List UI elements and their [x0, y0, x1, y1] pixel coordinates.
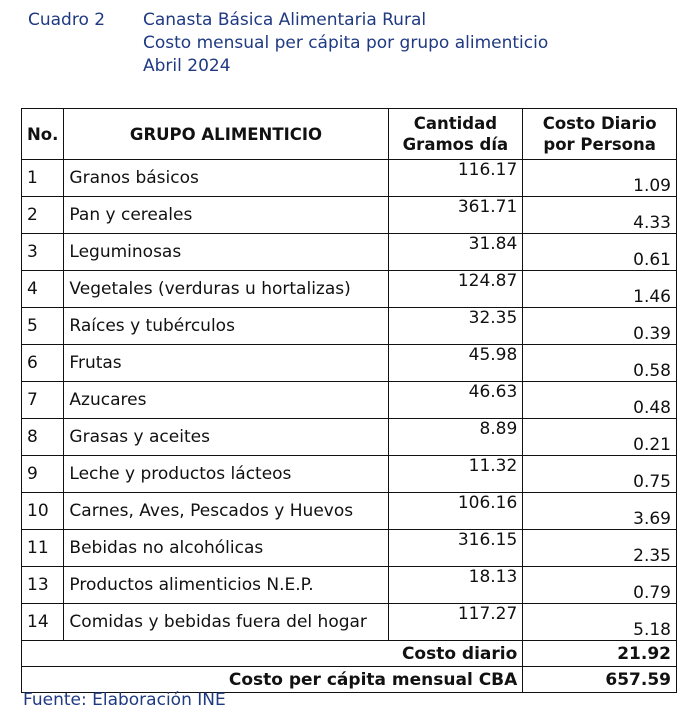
row-quantity: 116.17 — [388, 160, 523, 197]
row-quantity: 45.98 — [388, 345, 523, 382]
row-quantity: 11.32 — [388, 456, 523, 493]
row-group: Carnes, Aves, Pescados y Huevos — [64, 493, 388, 530]
table-row — [22, 419, 677, 456]
report-title: Canasta Básica Alimentaria Rural — [143, 10, 427, 30]
row-quantity: 8.89 — [388, 419, 523, 456]
daily-cost-value: 21.92 — [523, 641, 677, 667]
row-cost: 0.39 — [523, 308, 677, 345]
row-cost: 0.61 — [523, 234, 677, 271]
report-header — [28, 9, 548, 78]
row-cost: 0.58 — [523, 345, 677, 382]
column-header-cost — [523, 109, 677, 160]
row-quantity: 316.15 — [388, 530, 523, 567]
row-quantity: 124.87 — [388, 271, 523, 308]
monthly-cost-row — [22, 667, 677, 693]
row-group: Leguminosas — [64, 234, 388, 271]
row-quantity: 31.84 — [388, 234, 523, 271]
row-cost: 0.79 — [523, 567, 677, 604]
row-quantity: 117.27 — [388, 604, 523, 641]
row-cost: 3.69 — [523, 493, 677, 530]
row-number: 3 — [22, 234, 64, 271]
row-number: 10 — [22, 493, 64, 530]
row-group: Comidas y bebidas fuera del hogar — [64, 604, 388, 641]
column-header-quantity-line1: Cantidad — [413, 114, 498, 133]
table-row — [22, 271, 677, 308]
row-number: 8 — [22, 419, 64, 456]
table-row — [22, 493, 677, 530]
column-header-cost-line1: Costo Diario — [542, 114, 657, 133]
row-group: Vegetales (verduras u hortalizas) — [64, 271, 388, 308]
row-group: Granos básicos — [64, 160, 388, 197]
row-cost: 5.18 — [523, 604, 677, 641]
row-number: 11 — [22, 530, 64, 567]
row-quantity: 46.63 — [388, 382, 523, 419]
row-cost: 1.46 — [523, 271, 677, 308]
table-row — [22, 197, 677, 234]
monthly-cost-label: Costo per cápita mensual CBA — [22, 667, 523, 693]
row-group: Bebidas no alcohólicas — [64, 530, 388, 567]
table-row — [22, 234, 677, 271]
row-number: 4 — [22, 271, 64, 308]
row-group: Grasas y aceites — [64, 419, 388, 456]
report-subtitle: Costo mensual per cápita por grupo alimenticio — [143, 33, 549, 53]
row-number: 1 — [22, 160, 64, 197]
row-group: Productos alimenticios N.E.P. — [64, 567, 388, 604]
row-group: Frutas — [64, 345, 388, 382]
column-header-cost-line2: por Persona — [543, 135, 656, 154]
table-row — [22, 308, 677, 345]
row-number: 14 — [22, 604, 64, 641]
row-number: 2 — [22, 197, 64, 234]
column-header-quantity — [388, 109, 523, 160]
column-header-no: No. — [22, 109, 64, 160]
row-number: 9 — [22, 456, 64, 493]
table-row — [22, 345, 677, 382]
row-group: Azucares — [64, 382, 388, 419]
table-row — [22, 567, 677, 604]
row-cost: 4.33 — [523, 197, 677, 234]
monthly-cost-value: 657.59 — [523, 667, 677, 693]
row-group: Raíces y tubérculos — [64, 308, 388, 345]
daily-cost-label: Costo diario — [22, 641, 523, 667]
column-header-quantity-line2: Gramos día — [402, 135, 509, 154]
table-header-row — [22, 109, 677, 160]
table-row — [22, 382, 677, 419]
row-quantity: 32.35 — [388, 308, 523, 345]
row-number: 5 — [22, 308, 64, 345]
row-number: 13 — [22, 567, 64, 604]
row-quantity: 106.16 — [388, 493, 523, 530]
row-cost: 0.21 — [523, 419, 677, 456]
row-cost: 1.09 — [523, 160, 677, 197]
row-quantity: 18.13 — [388, 567, 523, 604]
row-cost: 0.48 — [523, 382, 677, 419]
row-number: 6 — [22, 345, 64, 382]
cba-table — [21, 108, 677, 693]
source-note: Fuente: Elaboración INE — [23, 690, 226, 710]
row-cost: 2.35 — [523, 530, 677, 567]
table-number: Cuadro 2 — [28, 10, 106, 30]
row-quantity: 361.71 — [388, 197, 523, 234]
row-number: 7 — [22, 382, 64, 419]
table-row — [22, 160, 677, 197]
row-cost: 0.75 — [523, 456, 677, 493]
column-header-group: GRUPO ALIMENTICIO — [64, 109, 388, 160]
table-row — [22, 530, 677, 567]
table-row — [22, 456, 677, 493]
report-date: Abril 2024 — [143, 56, 231, 76]
daily-cost-row — [22, 641, 677, 667]
row-group: Leche y productos lácteos — [64, 456, 388, 493]
row-group: Pan y cereales — [64, 197, 388, 234]
table-row — [22, 604, 677, 641]
